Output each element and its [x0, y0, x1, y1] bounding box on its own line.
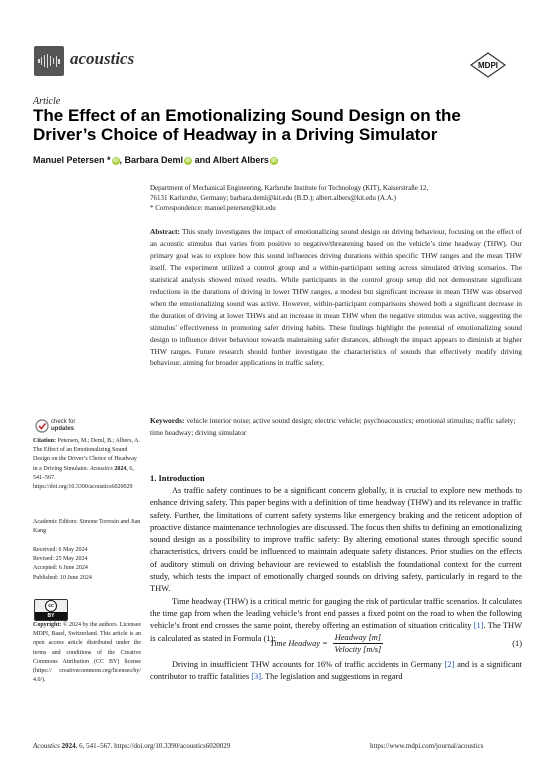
article-title: The Effect of an Emotionalizing Sound Design on the Driver’s Choice of Headway in a Driving Simulator — [33, 106, 461, 144]
academic-editors: Academic Editors: Simone Torresin and Jian Kang — [33, 519, 141, 535]
body-text — [150, 659, 522, 684]
abstract-label: Abstract: — [150, 227, 180, 236]
paragraph: Driving in insufficient THW accounts for 16% of traffic accidents in Germany [2] and is a significant contributor to traffic fatalities [3]. The legislation and suggestions in regard — [150, 660, 522, 682]
paragraph: As traffic safety continues to be a significant concern globally, it is crucial to explore new methods to enhance driving safety. This paper begins with a definition of time headway (THW) and its relevance in traffic safety. Further, the limitations of current safety systems like emergency braking and the reticent adoption of proactive distance maintenance technologies are discussed. The focus then shifts to defining an emotionalizing sound design as a possibility to improve traffic safety: By altering emotional states through specific sound characteristics, drivers could be influenced to maintain adequate safety distances. Prior studies on the effects of auditory stimuli on driving behaviour are reviewed to establish the foundational context for the current study, which tests the impact of emotionally charged sounds on driving safety, particularly in regard to the THW. — [150, 486, 522, 594]
journal-logo-icon — [34, 46, 64, 76]
abstract-text: This study investigates the impact of emotionalizing sound design on driving behaviour, focusing on the effect of an acoustic stimulus that varies from positive to negative/threatening based on the vehicle’s time headway (THW). Our primary goal was to explore how this sound influences driving durations within specific THW ranges and the mean THW itself. The experiment utilized a control group and a within-participant setting across simulated driving scenarios. The statistical analysis showed mixed results. While participants in the control group setup did not demonstrate significant reductions in the durations of driving in lower THW ranges, a modest but significant increase in mean THW was observed when the emotionalizing sound was active. However, within-participant comparisons showed both a significant decrease in the duration of driving at lower THWs and an increase in mean THW when the negative stimulus was active, suggesting the stimulus’ effectiveness in promoting safer driving habits. These findings highlight the potential of emotionalizing sound design to influence driver behaviour towards maintaining safer distances, although the impact appears to diminish at higher THW ranges. Future research should further investigate the characteristics of sounds that effectively modify driving behaviour, aiming for broader applications in traffic safety. — [150, 227, 522, 368]
section-heading: 1. Introduction — [150, 473, 205, 483]
author-name[interactable]: , Barbara Deml — [119, 155, 184, 165]
author-name[interactable]: Manuel Petersen * — [33, 155, 111, 165]
formula-number: (1) — [512, 639, 522, 648]
copyright-notice: Copyright: © 2024 by the authors. Licensee MDPI, Basel, Switzerland. This article is an open access article distributed under the terms and conditions of the Creative Commons Attribution (CC BY) license (https:// creativecommons.org/licenses/by/ 4.0/). — [33, 622, 141, 684]
citation-link[interactable]: [2] — [444, 660, 455, 669]
author-list — [33, 155, 278, 165]
check-for-updates-link[interactable]: check for updates — [51, 419, 76, 432]
body-text — [150, 485, 522, 645]
formula-denominator: Velocity [m/s] — [334, 645, 382, 654]
cc-by-license-icon[interactable]: cc BY — [34, 599, 68, 621]
keywords — [150, 415, 522, 439]
abstract — [150, 226, 522, 369]
citation-link[interactable]: [3] — [251, 672, 262, 682]
journal-name: acoustics — [70, 49, 135, 68]
author-name[interactable]: and Albert Albers — [192, 155, 269, 165]
revised-date: Revised: 25 May 2024 — [33, 556, 88, 563]
publication-dates — [33, 546, 141, 583]
footer-journal-url[interactable]: https://www.mdpi.com/journal/acoustics — [370, 742, 484, 750]
citation-link[interactable]: [1] — [473, 621, 484, 631]
formula-lhs: Time Headway = — [270, 639, 328, 648]
citation-block: Citation: Petersen, M.; Deml, B.; Albers, A. The Effect of an Emotionalizing Sound Design on the Driver’s Choice of Headway in a Driving Simulator. Acoustics 2024, 6, 541–567. https://doi.org/10.3390/acoustics6020029 — [33, 438, 140, 491]
orcid-icon[interactable]: iD — [185, 157, 191, 164]
footer-citation[interactable]: Acoustics 2024, 6, 541–567. https://doi.org/10.3390/acoustics6020029 — [33, 742, 231, 750]
formula — [150, 633, 522, 657]
affiliation: Department of Mechanical Engineering, Karlsruhe Institute for Technology (KIT), Kaiserstraße 12, 76131 Karlsruhe, Germany; barbara.deml@kit.edu (B.D.); albert.albers@kit.edu (A.A.) * Correspondence: manuel.petersen@kit.edu — [150, 183, 520, 213]
orcid-icon[interactable]: iD — [271, 157, 277, 164]
mdpi-logo-icon — [470, 52, 506, 78]
received-date: Received: 6 May 2024 — [33, 547, 88, 553]
correspondence: * Correspondence: manuel.petersen@kit.edu — [150, 204, 276, 212]
published-date: Published: 10 June 2024 — [33, 574, 92, 581]
svg-text:MDPI: MDPI — [478, 61, 498, 70]
check-for-updates-icon[interactable] — [35, 419, 49, 433]
keywords-label: Keywords: — [150, 416, 185, 425]
keywords-text: vehicle interior noise; active sound design; electric vehicle; psychoacoustics; emotional stimulus; traffic safety; time headway; driving simulator — [150, 416, 516, 437]
orcid-icon[interactable]: iD — [113, 157, 119, 164]
formula-numerator: Headway [m] — [334, 633, 382, 642]
accepted-date: Accepted: 6 June 2024 — [33, 565, 88, 572]
paragraph: Time headway (THW) is a critical metric for gauging the risk of particular traffic scenarios. It calculates the time gap from when the leading vehicle’s front end passes a fixed point on the road to when the following vehicle’s front end crosses the same point, thereby offering an estimation of situation criticality [1]. The THW is calculated as stated in Formula (1): — [150, 596, 522, 643]
article-type: Article — [33, 96, 61, 107]
